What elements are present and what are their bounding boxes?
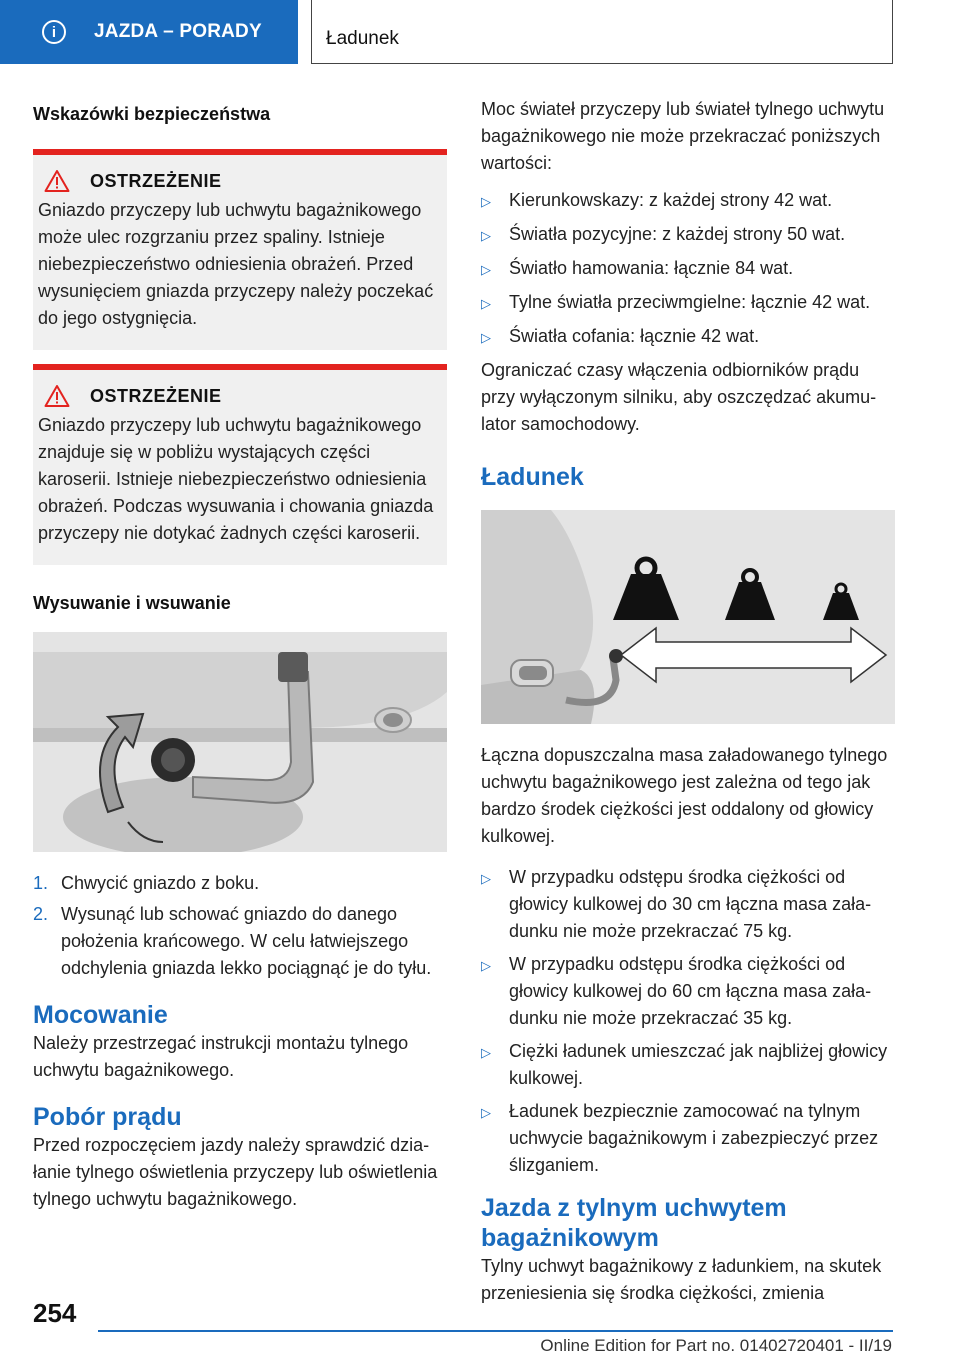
warning-title: OSTRZEŻENIE (90, 170, 222, 191)
page-number: 254 (33, 1298, 77, 1328)
load-weight-illustration (481, 510, 895, 724)
safety-heading: Wskazówki bezpieczeństwa (33, 104, 271, 124)
load-heading: Ładunek (481, 463, 584, 491)
bullet-triangle-icon: ▷ (481, 1045, 491, 1060)
warning-title: OSTRZEŻENIE (90, 385, 222, 406)
footer-edition: Online Edition for Part no. 01402720401 - II/19 (540, 1336, 892, 1355)
list-item: ▷ Ciężki ładunek umieszczać jak najbliżej głowicy kulkowej. (481, 1038, 895, 1092)
steps-list (33, 870, 447, 982)
footer-divider (98, 1330, 893, 1332)
bullet-triangle-icon: ▷ (481, 194, 491, 209)
right-column (481, 96, 895, 1307)
list-item: ▷ Ładunek bezpiecznie zamocować na tylnym uchwycie bagażnikowym i zabezpieczyć przez ślizganiem. (481, 1098, 895, 1179)
list-item: 1. Chwycić gniazdo z boku. (33, 873, 260, 893)
bullet-triangle-icon: ▷ (481, 330, 491, 345)
section-tab[interactable] (0, 0, 298, 64)
warning-text: Gniazdo przyczepy lub uchwytu bagażnikowego może ulec rozgrzaniu przez spaliny. Istnieje niebezpieczeństwo odniesienia obrażeń. Przed wysunięciem gniazda przyczepy należy poczekać do jego ostygnięcia. (38, 200, 434, 328)
list-item: ▷ Kierunkowskazy: z każdej strony 42 wat. (481, 187, 895, 215)
drive-heading: Jazda z tylnym uchwytem bagażnikowym (481, 1194, 787, 1252)
load-rules-list (481, 864, 895, 1179)
bullet-triangle-icon: ▷ (481, 958, 491, 973)
bullet-triangle-icon: ▷ (481, 262, 491, 277)
left-column (33, 96, 447, 1213)
lights-intro: Moc świateł przyczepy lub świateł tylnego uchwytu bagażnikowego nie może przekraczać poniższych wartości: (481, 99, 885, 173)
warning-triangle-icon (44, 169, 70, 193)
list-item: ▷ W przypadku odstępu środka ciężkości od głowicy kulkowej do 60 cm łączna masa załadunku nie może przekraczać 35 kg. (481, 951, 895, 1032)
list-item: ▷ Tylne światła przeciwmgielne: łącznie 42 wat. (481, 289, 895, 317)
load-text: Łączna dopuszczalna masa załadowanego tylnego uchwytu bagażnikowego jest zależna od tego jak bardzo środek ciężkości jest oddalony od głowicy kulkowej. (481, 745, 888, 846)
mount-text: Należy przestrzegać instrukcji montażu tylnego uchwytu bagażnikowego. (33, 1033, 409, 1080)
info-icon: i (42, 20, 66, 44)
page-title: Ładunek (326, 28, 399, 49)
warning-triangle-icon (44, 384, 70, 408)
list-item: 2. Wysunąć lub schować gniazdo do danego położenia krańcowego. W celu łatwiejszego odchylenia gniazda lekko pociągnąć je do tyłu. (33, 904, 432, 978)
drive-text: Tylny uchwyt bagażnikowy z ładunkiem, na skutek przeniesienia się środka ciężkości, zmienia (481, 1256, 882, 1303)
list-item: ▷ Światła cofania: łącznie 42 wat. (481, 323, 895, 351)
bullet-triangle-icon: ▷ (481, 228, 491, 243)
warning-box (33, 149, 447, 350)
bullet-triangle-icon: ▷ (481, 1105, 491, 1120)
warning-text: Gniazdo przyczepy lub uchwytu bagażnikowego znajduje się w pobliżu wystających części karoserii. Istnieje niebezpieczeństwo odniesienia obrażeń. Podczas wysuwania i chowania gniazda przyczepy nie dotykać żadnych części karoserii. (38, 415, 434, 543)
lights-list (481, 187, 895, 351)
mount-heading: Mocowanie (33, 1001, 168, 1029)
page-title-box (311, 0, 893, 64)
list-item: ▷ Światło hamowania: łącznie 84 wat. (481, 255, 895, 283)
power-text: Przed rozpoczęciem jazdy należy sprawdzić działanie tylnego oświetlenia przyczepy lub oświetlenia tylnego uchwytu bagażnikowego. (33, 1135, 438, 1209)
battery-note: Ograniczać czasy włączenia odbiorników prądu przy wyłączonym silniku, aby oszczędzać akumulator samochodowy. (481, 360, 877, 434)
list-item: ▷ Światła pozycyjne: z każdej strony 50 wat. (481, 221, 895, 249)
tow-socket-illustration (33, 632, 447, 852)
extend-heading: Wysuwanie i wsuwanie (33, 593, 231, 613)
section-label: JAZDA – PORADY (94, 21, 262, 42)
bullet-triangle-icon: ▷ (481, 871, 491, 886)
list-item: ▷ W przypadku odstępu środka ciężkości od głowicy kulkowej do 30 cm łączna masa załadunku nie może przekraczać 75 kg. (481, 864, 895, 945)
power-heading: Pobór prądu (33, 1103, 182, 1131)
bullet-triangle-icon: ▷ (481, 296, 491, 311)
warning-box (33, 364, 447, 565)
